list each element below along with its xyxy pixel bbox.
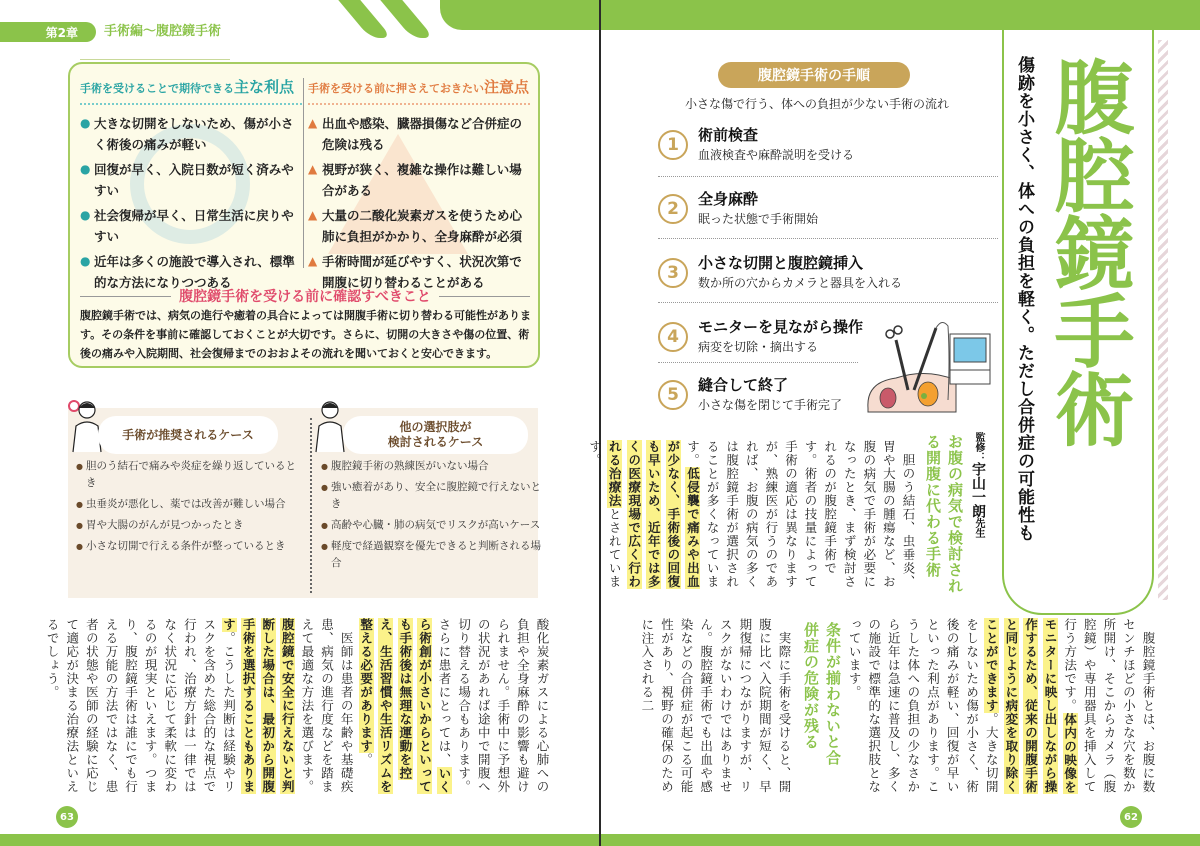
- triangle-bullet-icon: ▲: [308, 116, 318, 130]
- list-item: ● 軽度で経過観察を優先できると判断される場合: [321, 538, 543, 572]
- list-item: ● 高齢や心臓・肺の病気でリスクが高いケース: [321, 517, 543, 534]
- alternative-cases-list: [321, 458, 543, 576]
- section2-body: [639, 618, 794, 796]
- laparoscopic-surgery-illustration: [856, 320, 996, 420]
- step-desc: 病変を切除・摘出する: [698, 340, 819, 354]
- section1-body: [587, 440, 918, 600]
- steps-badge: 腹腔鏡手術の手順: [718, 62, 910, 88]
- circle-bullet-icon: ●: [80, 116, 91, 130]
- circle-bullet-icon: ●: [80, 208, 91, 222]
- intro-body: [847, 618, 1158, 796]
- highlighted-text: 腹腔鏡で安全に行えないと判断した場合は、最初から開腹手術を選択することもあります: [221, 618, 296, 794]
- step-desc: 数か所の穴からカメラと器具を入れる: [698, 276, 903, 290]
- triangle-bullet-icon: ▲: [308, 162, 318, 176]
- step-divider: [658, 362, 858, 363]
- page-number-left: 63: [56, 806, 78, 828]
- step-number: 5: [658, 380, 688, 410]
- supervisor-suffix: 先生: [973, 518, 984, 538]
- title-panel-shadow: [1158, 40, 1168, 600]
- list-item: [80, 159, 302, 201]
- body-text: 医師は患者の年齢や基礎疾患、病気の進行度などを踏まえて最適な方法を選びます。: [299, 618, 355, 794]
- chapter-tab: 第2章: [0, 22, 96, 42]
- circle-bullet-icon: ●: [80, 254, 91, 268]
- step-number: 4: [658, 322, 688, 352]
- body-text: 胆のう結石、虫垂炎、胃や大腸の腫瘍など、お腹の病気で手術が必要になったとき、まず検討されるのが腹腔鏡手術です。術者の技量によって手術の適応は異なりますが、熟練医が行うのであれば、お腹の病気の多くは腹腔鏡手術が選択されることが多くなっています。: [685, 440, 916, 589]
- cons-list: [308, 113, 530, 293]
- step-desc: 小さな傷を閉じて手術完了: [698, 398, 843, 412]
- list-item: [308, 113, 530, 155]
- list-item: [308, 205, 530, 247]
- top-bar-left: [440, 0, 599, 30]
- highlighted-text: いくら術創が小さいからといっても手術後は無理な運動を控え、生活習慣や生活リズムを整える必要があります: [358, 618, 453, 794]
- top-bar-right: [601, 0, 1200, 30]
- recommended-cases-title: 手術が推奨されるケース: [98, 416, 278, 454]
- highlighted-text: 体内の映像をモニターに映し出しながら操作するため、従来の開腹手術と同じように病変を取り除くことができます: [984, 618, 1078, 794]
- body-text: とされています。: [587, 440, 623, 589]
- divider: [310, 418, 312, 593]
- supervisor-name: 宇山一朗: [970, 462, 986, 518]
- pros-cons-box: [68, 62, 540, 368]
- body-text: 。: [358, 753, 374, 767]
- alternative-title-line1: 他の選択肢が: [399, 420, 472, 434]
- step-desc: 血液検査や麻酔説明を受ける: [698, 148, 855, 162]
- cons-heading-prefix: 手術を受ける前に押さえておきたい: [308, 82, 484, 95]
- step-title: 縫合して終了: [698, 376, 789, 394]
- supervisor-credit: [968, 432, 988, 538]
- body-text: 。こうした判断は経験やリスクを含めた総合的な視点で行われ、治療方針は一律ではなく状況に応じて柔軟に変わるのが現実といえます。つまり、腹腔鏡手術は誰にでも行える万能の方法ではなく、患者の状態や医師の経験に応じて適応が決まる治療法といえるでしょう。: [45, 618, 237, 794]
- pros-column: [80, 76, 302, 297]
- triangle-bullet-icon: ▲: [308, 208, 318, 222]
- check-title-text: 腹腔鏡手術を受ける前に確認すべきこと: [179, 289, 431, 305]
- step-3: [658, 252, 998, 302]
- pros-item-text: 社会復帰が早く、日常生活に戻りやすい: [94, 208, 294, 244]
- check-title: [80, 286, 530, 306]
- step-desc: 眠った状態で手術開始: [698, 212, 819, 226]
- decorative-stripe: [330, 0, 392, 38]
- steps-subtitle: 小さな傷で行う、体への負担が少ない手術の流れ: [684, 97, 949, 111]
- doctor-with-circle-sign-icon: [68, 396, 102, 454]
- step-divider: [658, 302, 998, 303]
- section1-heading: お腹の病気で検討される開腹に代わる手術: [924, 434, 964, 594]
- body-text: 酸化炭素ガスによる心肺への負担や全身麻酔の影響も避けられません。手術中に予想外の状況があれば途中で開腹へ切り替える場合もあります。さらに患者にとっては、: [437, 618, 550, 794]
- body-text: 腹腔鏡手術とは、お腹に数センチほどの小さな穴を数か所開け、そこからカメラ（腹腔鏡）や専用器具を挿入して行う方法です。: [1062, 618, 1156, 794]
- step-number: 2: [658, 194, 688, 224]
- pros-heading: [80, 76, 302, 105]
- list-item: ● 腹腔鏡手術の熟練医がいない場合: [321, 458, 543, 475]
- list-item: ● 胆のう結石で痛みや炎症を繰り返しているとき: [76, 458, 298, 492]
- body-text: 。大きな切開をしないため傷が小さく、術後の痛みが軽い、回復が早いといった利点があります。こうした体への負担の少なさから近年は急速に普及し、多くの施設で標準的な選択肢となっています。: [847, 618, 1000, 794]
- cons-item-text: 視野が狭く、複雑な操作は難しい場合がある: [322, 162, 522, 198]
- divider: [303, 78, 304, 268]
- cons-column: [308, 76, 530, 297]
- pros-item-text: 近年は多くの施設で導入され、標準的な方法になりつつある: [94, 254, 295, 290]
- list-item: [80, 113, 302, 155]
- alternative-title-line2: 検討されるケース: [387, 435, 484, 449]
- left-body-text: [45, 618, 552, 796]
- step-title: 全身麻酔: [698, 190, 759, 208]
- step-title: 小さな切開と腹腔鏡挿入: [698, 254, 864, 272]
- list-item: ● 虫垂炎が悪化し、薬では改善が難しい場合: [76, 496, 298, 513]
- cases-box: [68, 408, 541, 598]
- step-divider: [658, 238, 998, 239]
- page-number-right: 62: [1120, 806, 1142, 828]
- list-item: ● 胃や大腸のがんが見つかったとき: [76, 517, 298, 534]
- pros-heading-main: 主な利点: [234, 78, 295, 96]
- step-title: モニターを見ながら操作: [698, 318, 864, 336]
- step-title: 術前検査: [698, 126, 759, 144]
- list-item: ● 小さな切開で行える条件が整っているとき: [76, 538, 298, 555]
- step-1: [658, 124, 998, 174]
- doctor-thinking-icon: [313, 396, 347, 454]
- pros-heading-prefix: 手術を受けることで期待できる: [80, 82, 234, 95]
- step-number: 3: [658, 258, 688, 288]
- pros-item-text: 回復が早く、入院日数が短く済みやすい: [94, 162, 294, 198]
- triangle-bullet-icon: ▲: [308, 254, 318, 268]
- section2-heading: 条件が揃わないと合併症の危険が残る: [802, 622, 842, 766]
- chapter-title: 手術編～腹腔鏡手術: [104, 24, 222, 39]
- cons-heading-main: 注意点: [484, 78, 530, 96]
- recommended-cases-list: [76, 458, 298, 559]
- article-title: 腹腔鏡手術: [1041, 56, 1134, 446]
- list-item: [80, 205, 302, 247]
- list-item: [308, 159, 530, 201]
- page-gutter: [599, 0, 601, 846]
- cons-heading: [308, 76, 530, 105]
- body-text: 実際に手術を受けると、開腹に比べ入院期間が短く、早期復帰につながりますが、リスクがないわけではありません。腹腔鏡手術でも出血や感染などの合併症が起こる可能性があり、視野の確保のために注入される二: [639, 618, 792, 794]
- article-subtitle: 傷跡を小さく、体への負担を軽く。ただし合併症の可能性も: [1014, 56, 1034, 542]
- check-body: 腹腔鏡手術では、病気の進行や癒着の具合によっては開腹手術に切り替わる可能性があります。その条件を事前に確認しておくことが大切です。さらに、切開の大きさや傷の位置、術後の痛みや入院期間、社会復帰までのおおよその流れを聞いておくと安心できます。: [80, 309, 531, 360]
- step-2: [658, 188, 998, 238]
- step-divider: [658, 176, 998, 177]
- cons-item-text: 大量の二酸化炭素ガスを使うため心肺に負担がかかり、全身麻酔が必須: [322, 208, 523, 244]
- alternative-cases-title: [343, 416, 528, 454]
- cons-item-text: 出血や感染、臓器損傷など合併症の危険は残る: [322, 116, 523, 152]
- step-number: 1: [658, 130, 688, 160]
- header-rule: [80, 59, 230, 60]
- cons-item-text: 手術時間が延びやすく、状況次第で開腹に切り替わることがある: [322, 254, 522, 290]
- list-item: ● 強い癒着があり、安全に腹腔鏡で行えないとき: [321, 479, 543, 513]
- pros-item-text: 大きな切開をしないため、傷が小さく術後の痛みが軽い: [94, 116, 294, 152]
- highlighted-text: 低侵襲で痛みや出血が少なく、手術後の回復も早いため、近年では多くの医療現場で広く行われる治療法: [607, 440, 701, 589]
- supervisor-label: 監修：: [973, 432, 984, 462]
- circle-bullet-icon: ●: [80, 162, 91, 176]
- pros-list: [80, 113, 302, 293]
